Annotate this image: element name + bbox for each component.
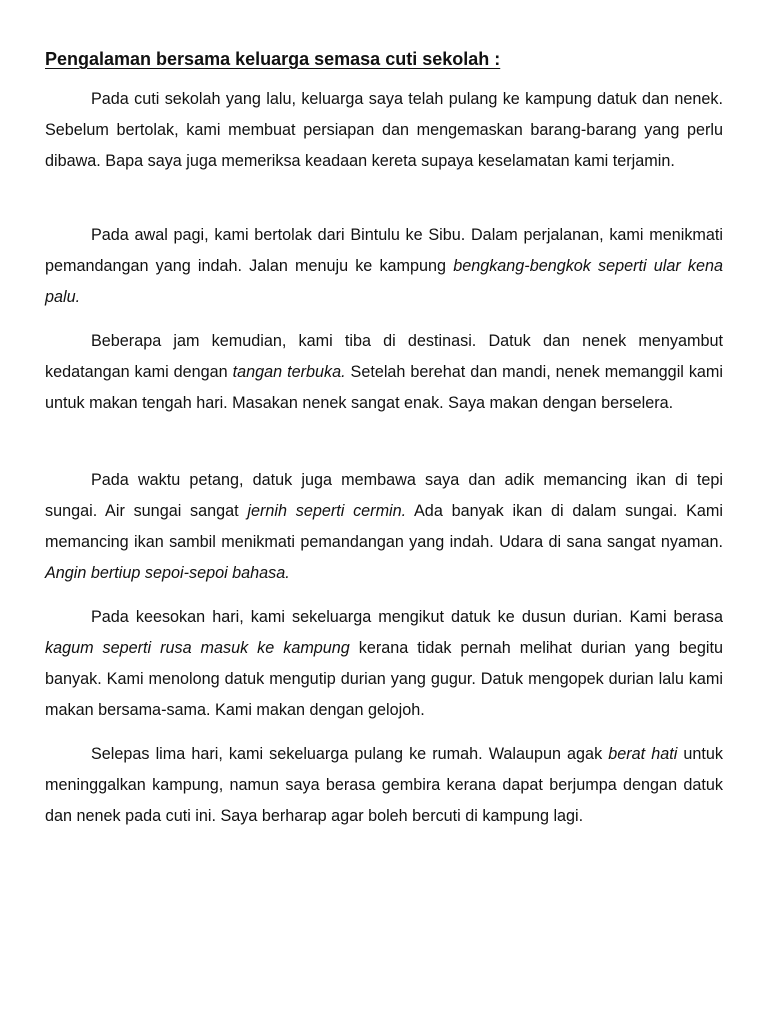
paragraph-text: Pada waktu petang, datuk juga membawa saya dan adik memancing ikan di tepi sungai. Air sungai sangat bbox=[45, 471, 723, 520]
paragraph-6 bbox=[45, 739, 723, 832]
paragraph-text: Setelah berehat dan mandi, nenek memanggil kami untuk makan tengah hari. Masakan nenek sangat enak. Saya makan dengan berselera. bbox=[45, 363, 723, 412]
paragraph-4 bbox=[45, 465, 723, 589]
italic-phrase: bengkang-bengkok seperti ular kena palu. bbox=[45, 257, 723, 306]
paragraph-text: untuk meninggalkan kampung, namun saya berasa gembira kerana dapat berjumpa dengan datuk dan nenek pada cuti ini. Saya berharap agar boleh bercuti di kampung lagi. bbox=[45, 745, 723, 825]
paragraph-2 bbox=[45, 220, 723, 313]
paragraph-text: Selepas lima hari, kami sekeluarga pulang ke rumah. Walaupun agak bbox=[91, 745, 609, 763]
paragraph-5 bbox=[45, 602, 723, 726]
paragraph-text: Ada banyak ikan di dalam sungai. Kami memancing ikan sambil menikmati pemandangan yang indah. Udara di sana sangat nyaman. bbox=[45, 502, 723, 551]
italic-phrase: berat hati bbox=[608, 745, 678, 763]
paragraph-3 bbox=[45, 326, 723, 419]
paragraph-text: Pada keesokan hari, kami sekeluarga mengikut datuk ke dusun durian. Kami berasa bbox=[91, 608, 723, 626]
italic-phrase: Angin bertiup sepoi-sepoi bahasa. bbox=[45, 564, 290, 582]
paragraph-1 bbox=[45, 84, 723, 177]
paragraph-text: Pada awal pagi, kami bertolak dari Bintulu ke Sibu. Dalam perjalanan, kami menikmati pemandangan yang indah. Jalan menuju ke kampung bbox=[45, 226, 723, 275]
italic-phrase: kagum seperti rusa masuk ke kampung bbox=[45, 639, 350, 657]
paragraph-text: Pada cuti sekolah yang lalu, keluarga saya telah pulang ke kampung datuk dan nenek. Sebelum bertolak, kami membuat persiapan dan mengemaskan barang-barang yang perlu dibawa. Bapa saya juga memeriksa keadaan kereta supaya keselamatan kami terjamin. bbox=[45, 90, 723, 170]
italic-phrase: tangan terbuka. bbox=[232, 363, 346, 381]
paragraph-text: Beberapa jam kemudian, kami tiba di destinasi. Datuk dan nenek menyambut kedatangan kami dengan bbox=[45, 332, 723, 381]
paragraph-text: kerana tidak pernah melihat durian yang begitu banyak. Kami menolong datuk mengutip durian yang gugur. Datuk mengopek durian lalu kami makan bersama-sama. Kami makan dengan gelojoh. bbox=[45, 639, 724, 719]
page-title: Pengalaman bersama keluarga semasa cuti sekolah : bbox=[45, 49, 501, 69]
italic-phrase: jernih seperti cermin. bbox=[247, 502, 407, 520]
